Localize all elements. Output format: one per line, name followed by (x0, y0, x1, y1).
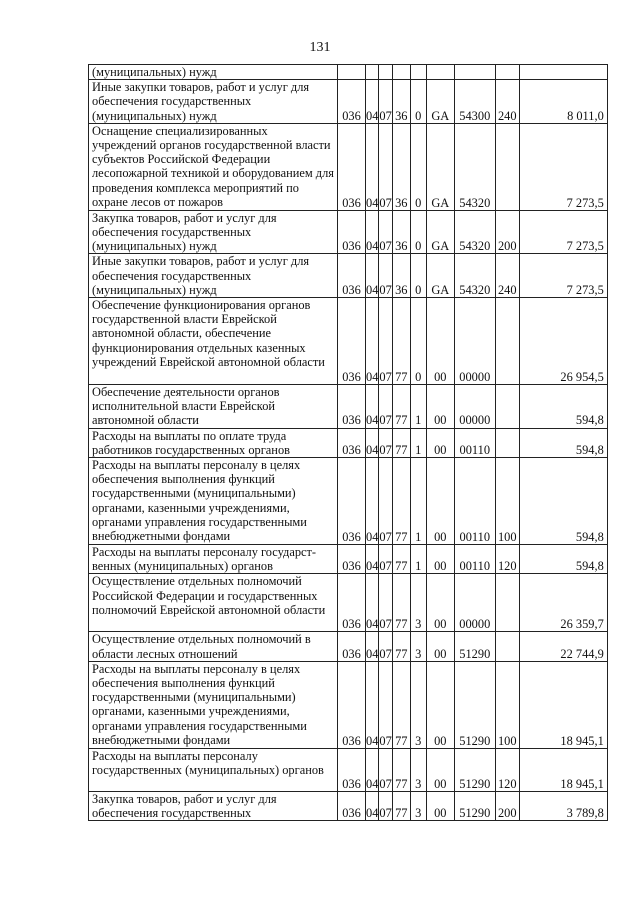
row-name: Расходы на выплаты персоналу государственных (муниципальных) органов (89, 748, 338, 791)
subsection-code: 07 (379, 298, 392, 385)
main-event-code: 00 (426, 545, 454, 574)
direction-code: 00110 (454, 458, 495, 545)
program-code: 77 (392, 545, 410, 574)
subprogram-code: 3 (410, 574, 426, 632)
direction-code: 00000 (454, 298, 495, 385)
amount: 22 744,9 (519, 632, 607, 661)
program-code: 36 (392, 210, 410, 254)
subsection-code (379, 65, 392, 80)
direction-code (454, 65, 495, 80)
section-code: 04 (366, 748, 379, 791)
ministry-code: 036 (338, 428, 366, 457)
amount: 26 359,7 (519, 574, 607, 632)
subprogram-code: 0 (410, 123, 426, 210)
program-code: 77 (392, 298, 410, 385)
section-code: 04 (366, 661, 379, 748)
subprogram-code: 3 (410, 791, 426, 820)
row-name: (муниципальных) нужд (89, 65, 338, 80)
ministry-code: 036 (338, 298, 366, 385)
amount: 8 011,0 (519, 80, 607, 124)
table-row (89, 428, 608, 457)
main-event-code: 00 (426, 574, 454, 632)
section-code: 04 (366, 210, 379, 254)
amount: 7 273,5 (519, 123, 607, 210)
subprogram-code: 3 (410, 748, 426, 791)
subsection-code: 07 (379, 632, 392, 661)
amount (519, 65, 607, 80)
direction-code: 00000 (454, 574, 495, 632)
expense-type-code: 120 (495, 545, 519, 574)
subprogram-code: 0 (410, 210, 426, 254)
direction-code: 00000 (454, 385, 495, 429)
subsection-code: 07 (379, 254, 392, 298)
section-code (366, 65, 379, 80)
program-code: 77 (392, 428, 410, 457)
expense-type-code (495, 574, 519, 632)
table-row (89, 210, 608, 254)
amount: 594,8 (519, 385, 607, 429)
ministry-code: 036 (338, 80, 366, 124)
subsection-code: 07 (379, 123, 392, 210)
program-code: 77 (392, 748, 410, 791)
direction-code: 54320 (454, 123, 495, 210)
program-code: 77 (392, 458, 410, 545)
program-code: 77 (392, 385, 410, 429)
table-row (89, 632, 608, 661)
expense-type-code: 120 (495, 748, 519, 791)
direction-code: 00110 (454, 428, 495, 457)
ministry-code: 036 (338, 123, 366, 210)
program-code: 77 (392, 632, 410, 661)
program-code (392, 65, 410, 80)
expense-type-code: 100 (495, 661, 519, 748)
subsection-code: 07 (379, 748, 392, 791)
table-row (89, 385, 608, 429)
main-event-code: 00 (426, 661, 454, 748)
main-event-code: GA (426, 123, 454, 210)
amount: 594,8 (519, 545, 607, 574)
section-code: 04 (366, 123, 379, 210)
ministry-code: 036 (338, 385, 366, 429)
main-event-code: 00 (426, 632, 454, 661)
subprogram-code: 0 (410, 80, 426, 124)
direction-code: 00110 (454, 545, 495, 574)
subsection-code: 07 (379, 545, 392, 574)
amount: 26 954,5 (519, 298, 607, 385)
subsection-code: 07 (379, 80, 392, 124)
amount: 594,8 (519, 458, 607, 545)
amount: 18 945,1 (519, 661, 607, 748)
amount: 18 945,1 (519, 748, 607, 791)
row-name: Обеспечение функционирования органов государственной власти Еврейской автономной области, обеспечение функционирования отдельных казенных учреждений Еврейской автономной области (89, 298, 338, 385)
program-code: 36 (392, 123, 410, 210)
expense-type-code (495, 428, 519, 457)
amount: 3 789,8 (519, 791, 607, 820)
ministry-code: 036 (338, 632, 366, 661)
expense-type-code: 200 (495, 791, 519, 820)
program-code: 36 (392, 80, 410, 124)
subprogram-code: 3 (410, 661, 426, 748)
expense-type-code (495, 632, 519, 661)
row-name: Иные закупки товаров, работ и услуг для обеспечения государственных (муниципальных) нужд (89, 80, 338, 124)
subsection-code: 07 (379, 458, 392, 545)
ministry-code: 036 (338, 545, 366, 574)
ministry-code: 036 (338, 748, 366, 791)
main-event-code: GA (426, 210, 454, 254)
row-name: Осуществление отдельных полномочий Российской Федерации и государственных полномочий Еврейской автономной области (89, 574, 338, 632)
page-number: 131 (309, 40, 331, 55)
subsection-code: 07 (379, 210, 392, 254)
row-name: Расходы на выплаты персоналу в целях обеспечения выполнения функций государственными (муниципальными) органами, казенными учреждениями, органами управления государственными внебюджетными фондами (89, 661, 338, 748)
row-name: Осуществление отдельных полномочий в области лесных отношений (89, 632, 338, 661)
subprogram-code: 0 (410, 254, 426, 298)
table-row (89, 254, 608, 298)
subsection-code: 07 (379, 428, 392, 457)
row-name: Оснащение специализированных учреждений органов государственной власти субъектов Российской Федерации лесопожарной техникой и оборудованием для проведения комплекса мероприятий по охране лесов от пожаров (89, 123, 338, 210)
section-code: 04 (366, 545, 379, 574)
section-code: 04 (366, 298, 379, 385)
ministry-code: 036 (338, 254, 366, 298)
section-code: 04 (366, 254, 379, 298)
direction-code: 51290 (454, 632, 495, 661)
table-row (89, 65, 608, 80)
expense-type-code: 200 (495, 210, 519, 254)
table-row (89, 298, 608, 385)
table-row (89, 458, 608, 545)
ministry-code: 036 (338, 210, 366, 254)
subprogram-code (410, 65, 426, 80)
direction-code: 51290 (454, 748, 495, 791)
program-code: 36 (392, 254, 410, 298)
ministry-code: 036 (338, 791, 366, 820)
section-code: 04 (366, 428, 379, 457)
subprogram-code: 1 (410, 545, 426, 574)
expense-type-code (495, 123, 519, 210)
main-event-code: 00 (426, 791, 454, 820)
subprogram-code: 1 (410, 428, 426, 457)
subprogram-code: 1 (410, 385, 426, 429)
table-row (89, 574, 608, 632)
subprogram-code: 1 (410, 458, 426, 545)
expense-type-code: 100 (495, 458, 519, 545)
row-name: Закупка товаров, работ и услуг для обеспечения государственных (муниципальных) нужд (89, 210, 338, 254)
direction-code: 51290 (454, 661, 495, 748)
main-event-code (426, 65, 454, 80)
expense-type-code: 240 (495, 80, 519, 124)
main-event-code: GA (426, 254, 454, 298)
table-row (89, 80, 608, 124)
direction-code: 54300 (454, 80, 495, 124)
row-name: Расходы на выплаты персоналу государст-венных (муниципальных) органов (89, 545, 338, 574)
subprogram-code: 0 (410, 298, 426, 385)
row-name: Расходы на выплаты персоналу в целях обеспечения выполнения функций государственными (муниципальными) органами, казенными учреждениями, органами управления государственными внебюджетными фондами (89, 458, 338, 545)
ministry-code (338, 65, 366, 80)
section-code: 04 (366, 385, 379, 429)
expense-type-code (495, 385, 519, 429)
direction-code: 54320 (454, 210, 495, 254)
table-row (89, 791, 608, 820)
subprogram-code: 3 (410, 632, 426, 661)
table-row (89, 661, 608, 748)
table-row (89, 545, 608, 574)
subsection-code: 07 (379, 385, 392, 429)
row-name: Иные закупки товаров, работ и услуг для обеспечения государственных (муниципальных) нужд (89, 254, 338, 298)
section-code: 04 (366, 632, 379, 661)
program-code: 77 (392, 574, 410, 632)
main-event-code: 00 (426, 385, 454, 429)
table-row (89, 748, 608, 791)
main-event-code: 00 (426, 298, 454, 385)
table-row (89, 123, 608, 210)
subsection-code: 07 (379, 661, 392, 748)
main-event-code: GA (426, 80, 454, 124)
row-name: Закупка товаров, работ и услуг для обеспечения государственных (89, 791, 338, 820)
expense-type-code (495, 65, 519, 80)
ministry-code: 036 (338, 458, 366, 545)
program-code: 77 (392, 791, 410, 820)
subsection-code: 07 (379, 791, 392, 820)
row-name: Обеспечение деятельности органов исполнительной власти Еврейской автономной области (89, 385, 338, 429)
budget-table (88, 64, 608, 821)
expense-type-code: 240 (495, 254, 519, 298)
amount: 7 273,5 (519, 254, 607, 298)
section-code: 04 (366, 458, 379, 545)
direction-code: 54320 (454, 254, 495, 298)
main-event-code: 00 (426, 428, 454, 457)
expense-type-code (495, 298, 519, 385)
ministry-code: 036 (338, 661, 366, 748)
section-code: 04 (366, 574, 379, 632)
direction-code: 51290 (454, 791, 495, 820)
main-event-code: 00 (426, 748, 454, 791)
program-code: 77 (392, 661, 410, 748)
section-code: 04 (366, 80, 379, 124)
row-name: Расходы на выплаты по оплате труда работников государственных органов (89, 428, 338, 457)
subsection-code: 07 (379, 574, 392, 632)
main-event-code: 00 (426, 458, 454, 545)
amount: 7 273,5 (519, 210, 607, 254)
ministry-code: 036 (338, 574, 366, 632)
section-code: 04 (366, 791, 379, 820)
amount: 594,8 (519, 428, 607, 457)
